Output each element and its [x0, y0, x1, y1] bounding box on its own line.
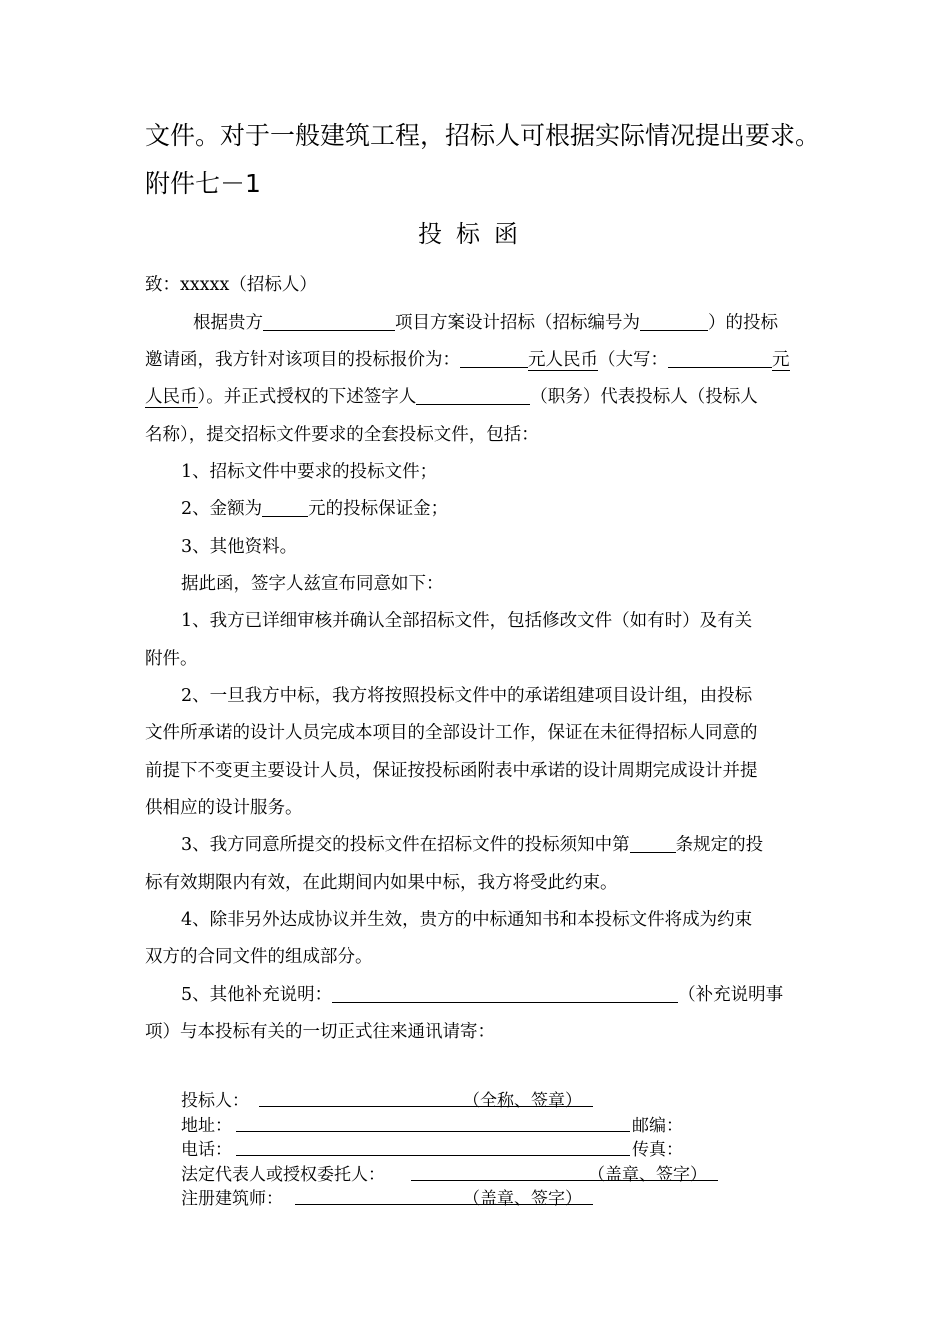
- clause-number-blank[interactable]: [630, 834, 676, 853]
- header-line-1: 文件。对于一般建筑工程，招标人可根据实际情况提出要求。: [145, 121, 821, 150]
- bidder-note: （全称、签章）: [463, 1091, 582, 1111]
- item-2: 2、金额为 元的投标保证金；: [181, 499, 449, 519]
- document-title: 投标函: [418, 220, 532, 248]
- bid-price-uppercase-blank[interactable]: [668, 349, 772, 368]
- architect-label: 注册建筑师：: [181, 1189, 283, 1209]
- item-1: 1、招标文件中要求的投标文件；: [181, 462, 438, 482]
- project-name-blank[interactable]: [263, 312, 395, 331]
- para1-line3: 人民币）。并正式授权的下述签字人 （职务）代表投标人（投标人: [145, 387, 758, 407]
- clause-5-line1: 5、其他补充说明： （补充说明事: [181, 985, 784, 1005]
- clause-2-line2: 文件所承诺的设计人员完成本项目的全部设计工作，保证在未征得招标人同意的: [145, 723, 758, 743]
- phone-line[interactable]: [236, 1155, 630, 1156]
- para1-line2: 邀请函，我方针对该项目的投标报价为： 元人民币（大写： 元: [145, 350, 790, 370]
- clause-5-line2: 项）与本投标有关的一切正式往来通讯请寄：: [145, 1022, 495, 1042]
- phone-label: 电话：: [181, 1140, 232, 1160]
- representative-note: （盖章、签字）: [588, 1165, 707, 1185]
- declaration: 据此函，签字人兹宣布同意如下：: [181, 574, 444, 594]
- salutation: 致：xxxxx（招标人）: [145, 275, 317, 295]
- clause-2-line1: 2、一旦我方中标，我方将按照投标文件中的承诺组建项目设计组，由投标: [181, 686, 753, 706]
- signatory-blank[interactable]: [416, 386, 530, 405]
- para1-line4: 名称），提交招标文件要求的全套投标文件，包括：: [145, 425, 539, 445]
- item-3: 3、其他资料。: [181, 537, 298, 557]
- clause-1-line2: 附件。: [145, 649, 198, 669]
- bid-price-blank[interactable]: [460, 349, 528, 368]
- architect-note: （盖章、签字）: [463, 1189, 582, 1209]
- deposit-amount-blank[interactable]: [262, 498, 308, 517]
- fax-label: 传真：: [632, 1140, 683, 1160]
- clause-2-line4: 供相应的设计服务。: [145, 798, 303, 818]
- clause-4-line1: 4、除非另外达成协议并生效，贵方的中标通知书和本投标文件将成为约束: [181, 910, 753, 930]
- postcode-label: 邮编：: [632, 1116, 683, 1136]
- address-label: 地址：: [181, 1116, 232, 1136]
- clause-3-line2: 标有效期限内有效，在此期间内如果中标，我方将受此约束。: [145, 873, 618, 893]
- address-line[interactable]: [236, 1131, 630, 1132]
- clause-4-line2: 双方的合同文件的组成部分。: [145, 947, 373, 967]
- representative-label: 法定代表人或授权委托人：: [181, 1165, 385, 1185]
- clause-3-line1: 3、我方同意所提交的投标文件在招标文件的投标须知中第 条规定的投: [181, 835, 764, 855]
- para1-line1: 根据贵方 项目方案设计招标（招标编号为 ）的投标: [193, 313, 778, 333]
- supplementary-notes-blank[interactable]: [332, 984, 678, 1003]
- attachment-label: 附件七－1: [145, 169, 261, 198]
- clause-1-line1: 1、我方已详细审核并确认全部招标文件，包括修改文件（如有时）及有关: [181, 611, 753, 631]
- clause-2-line3: 前提下不变更主要设计人员，保证按投标函附表中承诺的设计周期完成设计并提: [145, 761, 758, 781]
- bidder-label: 投标人：: [181, 1091, 249, 1111]
- tender-number-blank[interactable]: [640, 312, 708, 331]
